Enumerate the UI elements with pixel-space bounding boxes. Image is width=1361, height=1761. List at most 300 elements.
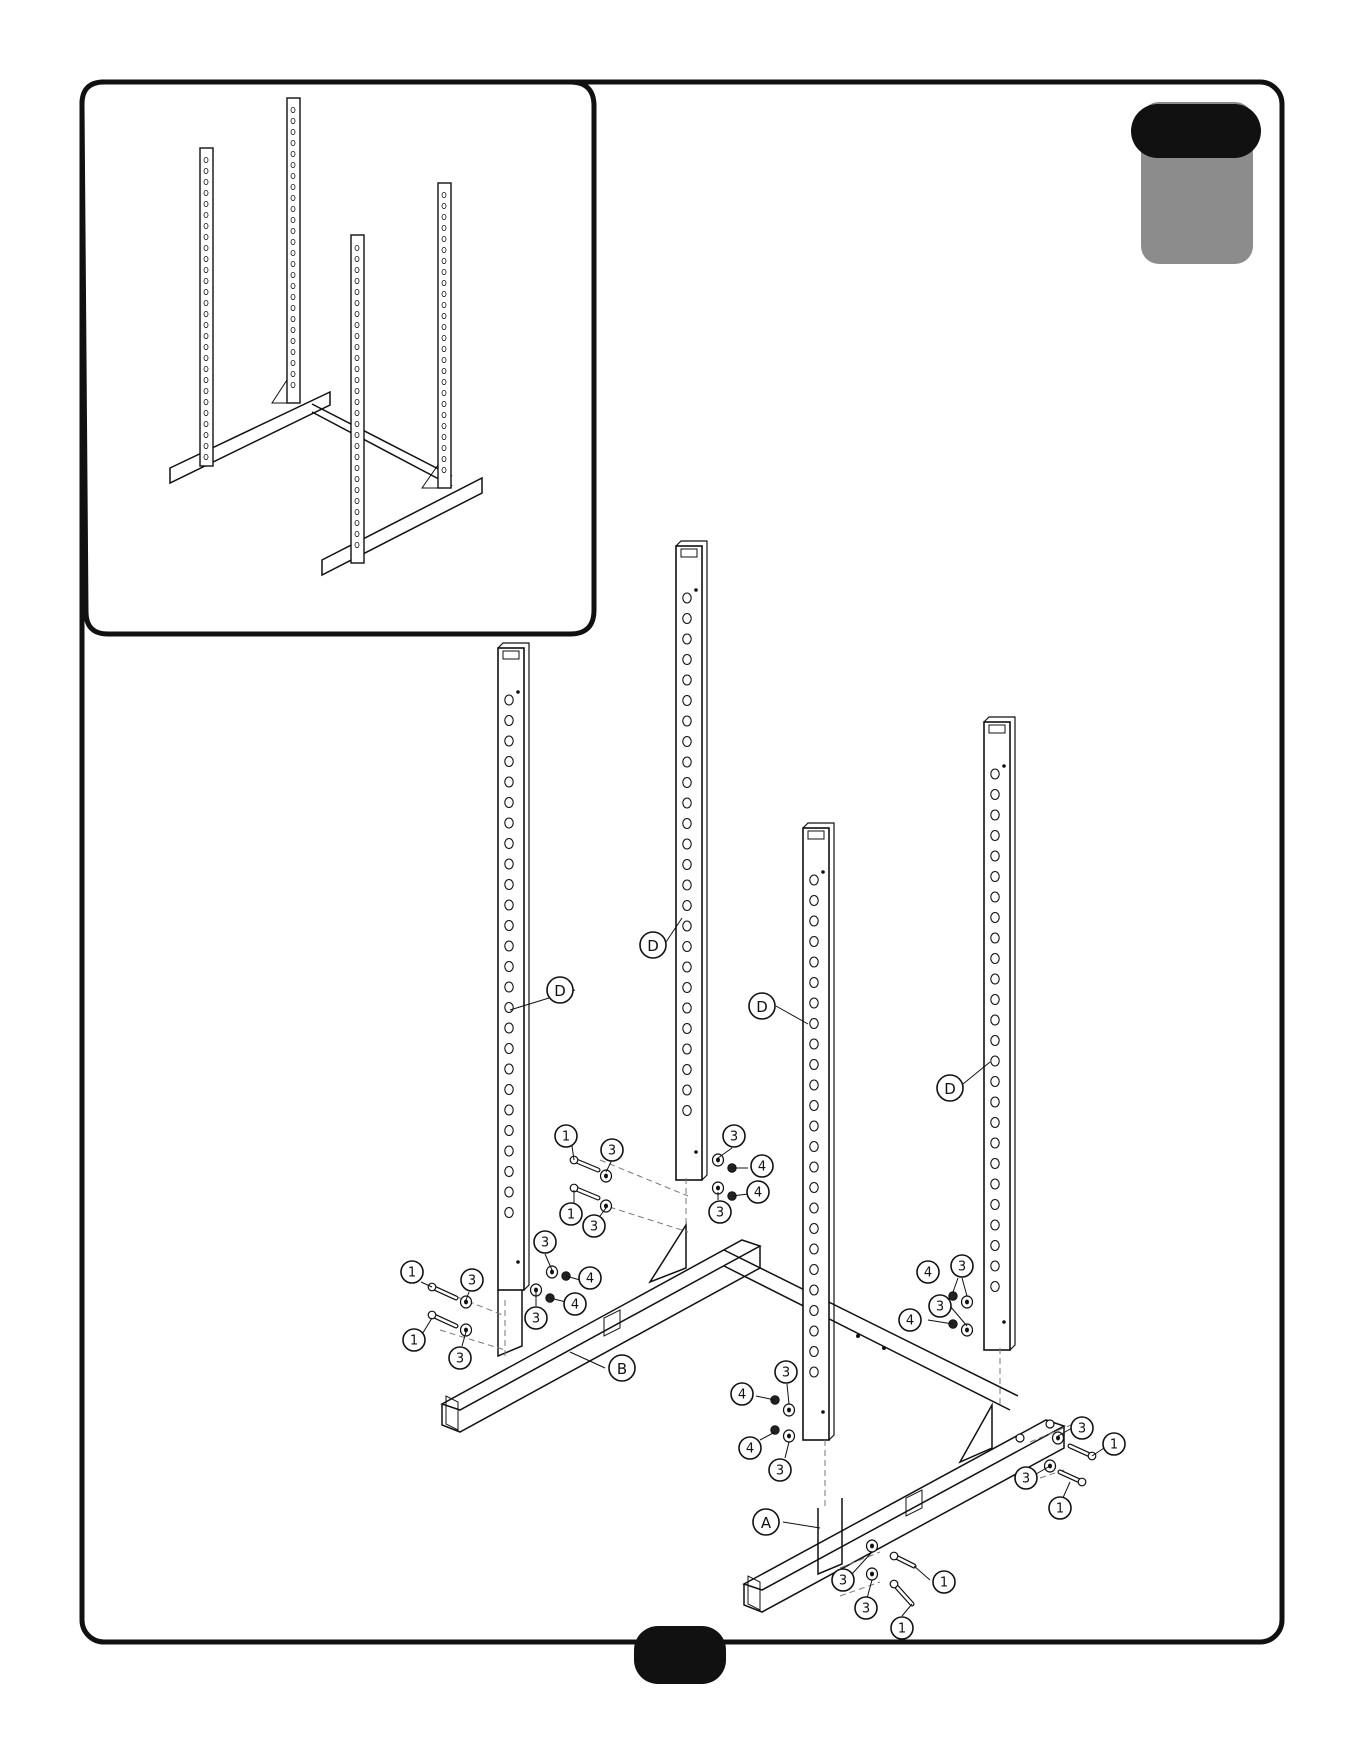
inset-upright-1-hole — [204, 454, 208, 459]
inset-upright-2-hole — [291, 305, 295, 310]
callout-washer-text: 3 — [607, 1143, 617, 1159]
upright-hole — [810, 1265, 818, 1275]
inset-upright-1-hole — [204, 256, 208, 261]
upright-hole — [683, 901, 691, 911]
callout-washer-text: 3 — [1021, 1471, 1031, 1487]
upright-hole — [505, 839, 513, 849]
guide-bolt-row-1 — [440, 1290, 505, 1350]
callout-washer-text: 3 — [775, 1463, 785, 1479]
bolt-head — [428, 1311, 436, 1319]
inset-upright-1-hole — [204, 201, 208, 206]
inset-upright-3-hole — [355, 366, 359, 371]
upright-hole — [810, 875, 818, 885]
callout-washer — [583, 1215, 605, 1237]
callout-nut-text: 4 — [905, 1313, 915, 1329]
upright-hole — [810, 1183, 818, 1193]
inset-upright-3-hole — [355, 531, 359, 536]
inset-upright-3-hole — [355, 267, 359, 272]
inset-upright-2-hole — [291, 250, 295, 255]
inset-upright-2-hole — [291, 338, 295, 343]
upright-pin-hole — [1002, 764, 1006, 768]
inset-upright-1-hole — [204, 223, 208, 228]
label-upright-2 — [640, 932, 666, 958]
bolt — [428, 1311, 456, 1326]
inset-upright-4-hole — [442, 269, 446, 274]
inset-upright-3-hole — [355, 498, 359, 503]
upright-pin-hole — [694, 1150, 698, 1154]
cross-member-top — [724, 1250, 1018, 1396]
callout-bolt-text: 1 — [1109, 1437, 1119, 1453]
upright-hole — [810, 1142, 818, 1152]
inset-upright-4-hole — [442, 214, 446, 219]
upright-hole — [683, 778, 691, 788]
inset-upright-3-hole — [355, 454, 359, 459]
callout-washer — [461, 1269, 483, 1291]
inset-upright-2-hole — [291, 272, 295, 277]
bolt-head — [890, 1552, 898, 1560]
upright-hole — [810, 1121, 818, 1131]
upright-hole — [810, 896, 818, 906]
upright-hole — [683, 655, 691, 665]
inset-upright-3-hole — [355, 278, 359, 283]
inset-upright-1-hole — [204, 278, 208, 283]
inset-upright-3-hole — [355, 388, 359, 393]
upright-hole — [683, 798, 691, 808]
callout-washer-text: 3 — [589, 1219, 599, 1235]
callout-nut — [917, 1261, 939, 1283]
upright-hole — [505, 1003, 513, 1013]
upright-hole — [683, 757, 691, 767]
upright-hole — [810, 1285, 818, 1295]
inset-upright-1-hole — [204, 212, 208, 217]
label-base-b — [609, 1355, 635, 1381]
inset-upright-4-hole — [442, 225, 446, 230]
upright-hole — [991, 810, 999, 820]
inset-upright-2-hole — [291, 173, 295, 178]
upright-hole — [683, 860, 691, 870]
callout-bolt — [401, 1261, 423, 1283]
inset-upright-4-hole — [442, 368, 446, 373]
washer-hole — [965, 1300, 969, 1305]
washer-hole — [787, 1408, 791, 1413]
step-badge — [1131, 102, 1261, 264]
base-a-bracket — [818, 1498, 842, 1574]
upright-hole — [683, 880, 691, 890]
upright-hole — [505, 1187, 513, 1197]
upright-hole — [505, 941, 513, 951]
callout-washer — [951, 1255, 973, 1277]
leader-line — [718, 1148, 732, 1158]
upright-hole — [505, 1126, 513, 1136]
callout-bolt — [1049, 1497, 1071, 1519]
inset-upright-2-hole — [291, 371, 295, 376]
upright-d-2 — [676, 541, 707, 1180]
inset-upright-2-hole — [291, 261, 295, 266]
callout-bolt — [560, 1203, 582, 1225]
inset-upright-1-hole — [204, 355, 208, 360]
inset-upright-4-hole — [442, 412, 446, 417]
upright-hole — [683, 839, 691, 849]
inset-upright-3-hole — [355, 410, 359, 415]
upright-hole — [991, 1200, 999, 1210]
upright-hole — [683, 716, 691, 726]
inset-upright-4-hole — [442, 401, 446, 406]
upright-hole — [505, 1208, 513, 1218]
upright-pin-hole — [516, 1260, 520, 1264]
base-b — [442, 1225, 760, 1432]
leader-line — [760, 1432, 775, 1440]
inset-upright-4-hole — [442, 434, 446, 439]
upright-pin-hole — [694, 588, 698, 592]
inset-upright-1-hole — [204, 443, 208, 448]
upright-hole — [810, 1367, 818, 1377]
callout-washer — [855, 1597, 877, 1619]
upright-hole — [991, 995, 999, 1005]
callout-nut-text: 4 — [745, 1441, 755, 1457]
inset-upright-4-hole — [442, 379, 446, 384]
inset-upright-1-hole — [204, 322, 208, 327]
inset-upright-2-hole — [291, 140, 295, 145]
label-upright-1 — [547, 977, 573, 1003]
inset-upright-1-hole — [204, 245, 208, 250]
callout-bolt-text: 1 — [897, 1621, 907, 1637]
upright-hole — [683, 983, 691, 993]
leader-line — [953, 1278, 958, 1292]
upright-hole — [991, 892, 999, 902]
inset-upright-4-hole — [442, 258, 446, 263]
inset-upright-4-hole — [442, 291, 446, 296]
upright-hole — [810, 1224, 818, 1234]
washer-hole — [787, 1434, 791, 1439]
inset-upright-2-hole — [291, 360, 295, 365]
upright-hole — [505, 921, 513, 931]
bolt — [1060, 1472, 1086, 1486]
base-a-hole-2 — [1046, 1420, 1054, 1428]
inset-upright-4-hole — [442, 203, 446, 208]
callout-nut-text: 4 — [585, 1271, 595, 1287]
upright-hole — [505, 798, 513, 808]
callout-bolt-text: 1 — [407, 1265, 417, 1281]
inset-upright-2-hole — [291, 349, 295, 354]
callout-washer-text: 3 — [540, 1235, 550, 1251]
upright-hole — [683, 737, 691, 747]
bolt — [890, 1580, 912, 1604]
callout-nut-text: 4 — [570, 1297, 580, 1313]
cross-member-hole-1 — [856, 1334, 860, 1338]
callout-washer-text: 3 — [531, 1311, 541, 1327]
upright-hole — [810, 937, 818, 947]
upright-pin-hole — [821, 870, 825, 874]
inset-upright-3-hole — [355, 333, 359, 338]
callout-washer-text: 3 — [715, 1205, 725, 1221]
base-a-side — [744, 1426, 1064, 1612]
callout-washer — [832, 1569, 854, 1591]
inset-upright-2-hole — [291, 195, 295, 200]
callout-nut-text: 4 — [923, 1265, 933, 1281]
inset-upright-1-hole — [204, 267, 208, 272]
callout-bolt-text: 1 — [939, 1575, 949, 1591]
washer-hole — [870, 1544, 874, 1549]
callout-bolt-text: 1 — [409, 1333, 419, 1349]
upright-hole — [810, 1101, 818, 1111]
callout-bolt — [891, 1617, 913, 1639]
inset-upright-2-hole — [291, 239, 295, 244]
upright-hole — [683, 1003, 691, 1013]
upright-hole — [505, 1085, 513, 1095]
callout-nut — [579, 1267, 601, 1289]
inset-upright-4-hole — [442, 247, 446, 252]
inset-upright-2-hole — [291, 283, 295, 288]
upright-d-1 — [498, 643, 529, 1290]
upright-hole — [991, 1282, 999, 1292]
upright-hole — [810, 978, 818, 988]
inset-upright-3-hole — [355, 289, 359, 294]
upright-hole — [810, 957, 818, 967]
washer-hole — [534, 1288, 538, 1293]
inset-upright-1-hole — [204, 399, 208, 404]
inset-upright-3-hole — [355, 465, 359, 470]
upright-hole — [683, 1044, 691, 1054]
inset-upright-1-hole — [204, 179, 208, 184]
callout-washer — [449, 1347, 471, 1369]
upright-hole — [505, 716, 513, 726]
callout-washer — [929, 1295, 951, 1317]
washer-hole — [464, 1300, 468, 1305]
callout-washer-text: 3 — [838, 1573, 848, 1589]
upright-hole — [991, 1097, 999, 1107]
upright-hole — [991, 913, 999, 923]
upright-hole — [683, 593, 691, 603]
upright-hole — [505, 1167, 513, 1177]
leader-line — [962, 1278, 967, 1296]
callout-bolt — [1103, 1433, 1125, 1455]
upright-hole — [991, 831, 999, 841]
inset-upright-1-hole — [204, 333, 208, 338]
inset-upright-3-hole — [355, 355, 359, 360]
inset-upright-2-hole — [291, 184, 295, 189]
upright-hole — [810, 1347, 818, 1357]
callout-bolt-text: 1 — [566, 1207, 576, 1223]
upright-hole — [991, 1077, 999, 1087]
inset-upright-2-hole — [291, 107, 295, 112]
inset-upright-3-hole — [355, 520, 359, 525]
washer — [601, 1200, 612, 1212]
inset-upright-4-hole — [442, 192, 446, 197]
inset-upright-4-hole — [442, 335, 446, 340]
leader-line — [783, 1522, 820, 1528]
base-b-bracket — [498, 1280, 522, 1356]
washer-hole — [965, 1328, 969, 1333]
upright-hole — [991, 1220, 999, 1230]
inset-upright-2-hole — [291, 316, 295, 321]
inset-upright-4-hole — [442, 357, 446, 362]
label-base-a-text: A — [760, 1514, 772, 1532]
callout-nut-text: 4 — [753, 1185, 763, 1201]
upright-hole — [505, 1023, 513, 1033]
upright-hole — [991, 769, 999, 779]
upright-hole — [991, 1179, 999, 1189]
upright-hole — [810, 1019, 818, 1029]
upright-hole — [683, 614, 691, 624]
callout-washer-text: 3 — [957, 1259, 967, 1275]
washer-hole — [604, 1204, 608, 1209]
callout-washer-text: 3 — [729, 1129, 739, 1145]
label-upright-3 — [749, 993, 775, 1019]
base-b-top — [442, 1240, 760, 1410]
page-number-tab — [634, 1626, 726, 1684]
callout-washer — [601, 1139, 623, 1161]
upright-d-4 — [984, 717, 1015, 1350]
washer — [461, 1324, 472, 1336]
bolt — [570, 1156, 598, 1170]
upright-hole — [683, 675, 691, 685]
label-upright-3-text: D — [756, 998, 768, 1016]
inset-upright-1-hole — [204, 234, 208, 239]
inset-upright-1-hole — [204, 377, 208, 382]
nut — [949, 1292, 957, 1300]
inset-upright-1-hole — [204, 410, 208, 415]
upright-hole — [683, 1065, 691, 1075]
callout-washer — [775, 1361, 797, 1383]
callout-washer-text: 3 — [1077, 1421, 1087, 1437]
inset-upright-1-hole — [204, 432, 208, 437]
upright-hole — [991, 1261, 999, 1271]
washer — [962, 1296, 973, 1308]
label-base-a — [753, 1509, 779, 1535]
bolt — [890, 1552, 914, 1566]
upright-hole — [683, 921, 691, 931]
inset-upright-3-hole — [355, 300, 359, 305]
washer-hole — [1056, 1436, 1060, 1441]
upright-hole — [683, 962, 691, 972]
inset-upright-3-hole — [355, 421, 359, 426]
inset-upright-2-hole — [291, 294, 295, 299]
nut — [771, 1426, 779, 1434]
callout-bolt — [403, 1329, 425, 1351]
upright-hole — [505, 736, 513, 746]
upright-hole — [505, 757, 513, 767]
inset-upright-3-hole — [355, 509, 359, 514]
washer — [461, 1296, 472, 1308]
washer — [867, 1568, 878, 1580]
callout-washer-text: 3 — [781, 1365, 791, 1381]
upright-hole — [810, 1306, 818, 1316]
upright-hole — [683, 942, 691, 952]
upright-hole — [810, 1060, 818, 1070]
upright-hole — [991, 1056, 999, 1066]
inset-upright-2-hole — [291, 118, 295, 123]
inset-upright-4-hole — [442, 445, 446, 450]
callout-washer — [534, 1231, 556, 1253]
upright-hole — [991, 1015, 999, 1025]
inset-upright-2-hole — [291, 382, 295, 387]
washer-hole — [716, 1158, 720, 1163]
upright-hole — [991, 974, 999, 984]
washer — [784, 1430, 795, 1442]
callout-nut-text: 4 — [737, 1387, 747, 1403]
upright-hole — [810, 916, 818, 926]
washer — [547, 1266, 558, 1278]
inset-upright-4-hole — [442, 236, 446, 241]
base-a-gusset — [960, 1405, 992, 1462]
cross-member-bottom — [724, 1266, 1010, 1410]
callout-washer — [525, 1307, 547, 1329]
guide-bolt-row-2 — [600, 1160, 688, 1232]
callout-nut — [739, 1437, 761, 1459]
inset-upright-2-hole — [291, 129, 295, 134]
upright-pin-hole — [516, 690, 520, 694]
upright-hole — [991, 1241, 999, 1251]
inset-upright-3-hole — [355, 443, 359, 448]
callout-washer — [769, 1459, 791, 1481]
callout-washer-text: 3 — [861, 1601, 871, 1617]
washer — [867, 1540, 878, 1552]
upright-hole — [810, 1326, 818, 1336]
inset-upright-2-hole — [291, 151, 295, 156]
inset-upright-2-hole — [291, 206, 295, 211]
washer — [784, 1404, 795, 1416]
inset-upright-2-hole — [291, 162, 295, 167]
inset-upright-4-hole — [442, 456, 446, 461]
inset-upright-4-hole — [442, 324, 446, 329]
upright-hole — [505, 777, 513, 787]
inset-upright-1-hole — [204, 311, 208, 316]
upright-hole — [505, 1105, 513, 1115]
upright-hole — [683, 1106, 691, 1116]
label-base-b-text: B — [616, 1360, 628, 1378]
washer-hole — [716, 1186, 720, 1191]
inset-upright-4-hole — [442, 390, 446, 395]
upright-hole — [991, 872, 999, 882]
leader-line — [570, 1352, 605, 1368]
upright-hole — [683, 819, 691, 829]
inset-upright-3-hole — [355, 344, 359, 349]
leader-line — [785, 1442, 789, 1458]
bolt-head — [1078, 1478, 1086, 1486]
upright-hole — [505, 1146, 513, 1156]
callout-washer-text: 3 — [455, 1351, 465, 1367]
callout-nut — [747, 1181, 769, 1203]
upright-hole — [505, 962, 513, 972]
callout-washer — [723, 1125, 745, 1147]
inset-upright-2-hole — [291, 228, 295, 233]
inset-upright-1-hole — [204, 168, 208, 173]
inset-upright-3-hole — [355, 311, 359, 316]
inset-upright-4-hole — [442, 302, 446, 307]
upright-hole — [505, 1044, 513, 1054]
washer-hole — [550, 1270, 554, 1275]
upright-hole — [505, 880, 513, 890]
upright-hole — [683, 1085, 691, 1095]
cross-member — [724, 1250, 1018, 1410]
upright-hole — [991, 1159, 999, 1169]
upright-hole — [810, 998, 818, 1008]
label-upright-4-text: D — [944, 1080, 956, 1098]
upright-hole — [683, 1024, 691, 1034]
callout-nut-text: 4 — [757, 1159, 767, 1175]
inset-upright-1-hole — [204, 157, 208, 162]
upright-hole — [810, 1244, 818, 1254]
callout-bolt — [933, 1571, 955, 1593]
callout-washer — [1071, 1417, 1093, 1439]
upright-hole — [505, 695, 513, 705]
inset-upright-3-hole — [355, 432, 359, 437]
inset-upright-3-hole — [355, 476, 359, 481]
upright-hole — [505, 982, 513, 992]
callout-bolt-text: 1 — [1055, 1501, 1065, 1517]
callout-washer — [709, 1201, 731, 1223]
callout-washer — [1015, 1467, 1037, 1489]
